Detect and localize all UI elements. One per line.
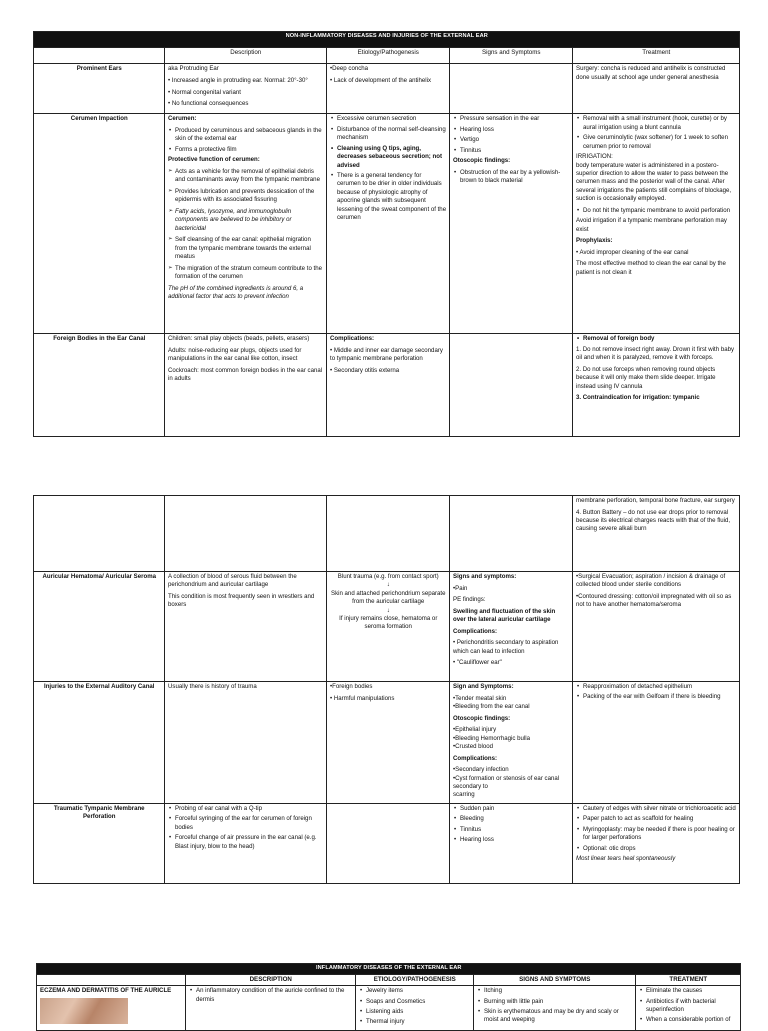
cell-line: • Reapproximation of detached epithelium — [576, 683, 737, 691]
cell-line: • Forceful change of air pressure in the ear canal (e.g. Blast injury, blow to the head) — [168, 834, 324, 851]
condition-cell: Foreign Bodies in the Ear Canal — [34, 334, 165, 437]
cell-line: Blunt trauma (e.g. from contact sport) ↓ Skin and attached perichondrium separate from the auricular cartilage ↓ If injury remains close, hematoma or seroma formation — [331, 573, 446, 631]
cell-line: • Normal congenital variant — [168, 88, 241, 96]
header-cell: DESCRIPTION — [186, 974, 356, 986]
cell-line: •Tender meatal skin •Bleeding from the ear canal — [453, 694, 530, 710]
cell-line: • Harmful manipulations — [330, 694, 395, 702]
cell-line: • Myringoplasty: may be needed if there is poor healing or for larger perforations — [576, 826, 737, 843]
cell-line: •Pain — [453, 584, 468, 592]
non-inflammatory-table-part2 — [33, 495, 740, 884]
cell-line: • "Cauliflower ear" — [453, 659, 502, 667]
table-header-row — [34, 47, 740, 64]
cell-line: • Cautery of edges with silver nitrate or trichloroacetic acid — [576, 805, 737, 813]
cell-line: • Disturbance of the normal self-cleansing mechanism — [330, 126, 447, 143]
cell-line: ➢ The migration of the stratum corneum contribute to the formation of the cerumen — [168, 265, 324, 282]
condition-label: ECZEMA AND DERMATITIS OF THE AURICLE — [40, 987, 172, 995]
signs-cell — [450, 682, 573, 804]
etiology-cell — [327, 682, 450, 804]
cell-line: • Removal with a small instrument (hook, curette) or by aural irrigation using a blunt cannula — [576, 115, 737, 132]
description-cell — [165, 114, 327, 334]
signs-cell — [450, 334, 573, 437]
cell-line: • Soaps and Cosmetics — [359, 998, 471, 1006]
cell-line: ➢ Fatty acids, lysozyme, and immunoglobulin components are believed to be inhibitory or bactericidal — [168, 208, 324, 233]
cell-line: • Avoid improper cleaning of the ear canal — [576, 248, 689, 256]
cell-line: • Perichondritis secondary to aspiration which can lead to infection — [453, 639, 559, 655]
cell-line: • Give ceruminolytic (wax softener) for 1 week to soften cerumen prior to removal — [576, 134, 737, 151]
cell-line: Avoid irrigation if a tympanic membrane perforation may exist — [576, 217, 727, 233]
cell-line: • Probing of ear canal with a Q-tip — [168, 805, 324, 813]
cell-line: 4. Button Battery – do not use ear drops prior to removal because its electrical charges reacts with that of the fluid, causing severe alkali burn — [576, 508, 731, 533]
cell-line: The most effective method to clean the ear canal by the patient is not clean it — [576, 260, 726, 276]
cell-line: The pH of the combined ingredients is around 6, a additional factor that acts to prevent infection — [168, 284, 304, 301]
cell-line: aka Protruding Ear — [168, 65, 219, 73]
cell-line: • Listening aids — [359, 1008, 471, 1016]
cell-line: • Skin is erythematous and may be dry and scaly or moist and weeping — [477, 1008, 633, 1025]
inflammatory-table — [36, 963, 741, 1031]
cell-line: • Vertigo — [453, 136, 570, 144]
description-cell — [165, 682, 327, 804]
table-row — [34, 804, 740, 884]
etiology-cell — [327, 804, 450, 884]
condition-cell: Cerumen Impaction — [34, 114, 165, 334]
cell-line: ➢ Provides lubrication and prevents dessication of the epidermis with its associated fissuring — [168, 188, 324, 205]
cell-line: • Hearing loss — [453, 836, 570, 844]
etiology-cell — [327, 114, 450, 334]
header-cell — [37, 974, 186, 986]
treatment-cell — [573, 496, 740, 572]
cell-line: PE findings: — [453, 596, 486, 604]
description-cell — [165, 334, 327, 437]
signs-cell — [450, 572, 573, 682]
cell-line: •Contoured dressing: cotton/oil impregnated with oil so as not to have another hematoma/seroma — [576, 593, 732, 609]
cell-line: • Forceful syringing of the ear for cerumen of foreign bodies — [168, 815, 324, 832]
etiology-cell — [327, 64, 450, 114]
signs-cell — [450, 114, 573, 334]
cell-line: • No functional consequences — [168, 100, 249, 108]
cell-line: •Secondary infection •Cyst formation or stenosis of ear canal secondary to scarring — [453, 766, 560, 799]
description-cell — [165, 572, 327, 682]
cell-line: •Deep concha — [330, 65, 369, 73]
treatment-cell — [573, 804, 740, 884]
cell-line: 3. Contraindication for irrigation: tympanic — [576, 394, 700, 402]
cell-line: • Hearing loss — [453, 126, 570, 134]
etiology-cell — [327, 496, 450, 572]
cell-line: Usually there is history of trauma — [168, 683, 257, 690]
table-row — [34, 64, 740, 114]
cell-line: • Paper patch to act as scaffold for healing — [576, 815, 737, 823]
treatment-cell — [573, 114, 740, 334]
cell-line: • Removal of foreign body — [576, 335, 737, 343]
cell-line: • Cleaning using Q tips, aging, decreases sebaceous secretion; not advised — [330, 145, 447, 170]
condition-cell: Traumatic Tympanic Membrane Perforation — [34, 804, 165, 884]
cell-line: • Do not hit the tympanic membrane to avoid perforation — [576, 207, 737, 215]
header-cell — [34, 47, 165, 64]
cell-line: • Bleeding — [453, 815, 570, 823]
cell-line: • When a considerable portion of — [639, 1016, 738, 1024]
cell-line: • Packing of the ear with Gelfoam if there is bleeding — [576, 693, 737, 701]
condition-cell: Injuries to the External Auditory Canal — [34, 682, 165, 804]
header-cell: Description — [165, 47, 327, 64]
cell-line: Complications: — [453, 754, 498, 762]
non-inflammatory-table-part1 — [33, 31, 740, 437]
cell-line: 1. Do not remove insect right away. Drown it first with baby oil and when it is paralyzed, remove it with forceps. — [576, 345, 735, 362]
header-cell: SIGNS AND SYMPTOMS — [474, 974, 636, 986]
cell-line: IRRIGATION: body temperature water is administered in a postero-superior direction to allow the water to pass between the cerumen mass and the posterior wall of the canal. After several irrigations the patients still complains of blockage, suction is occasionally employed. — [576, 153, 732, 203]
cell-line: Otoscopic findings: — [453, 714, 511, 722]
table-row — [34, 682, 740, 804]
cell-line: Most linear tears heal spontaneously — [576, 855, 676, 863]
cell-line: membrane perforation, temporal bone fracture, ear surgery — [576, 497, 735, 504]
table-title: INFLAMMATORY DISEASES OF THE EXTERNAL EAR — [37, 964, 741, 975]
cell-line: Prophylaxis: — [576, 237, 613, 245]
cell-line: • Thermal injury — [359, 1018, 471, 1026]
description-cell — [165, 496, 327, 572]
treatment-cell — [573, 572, 740, 682]
table-row — [34, 572, 740, 682]
cell-line: • Eliminate the causes — [639, 987, 738, 995]
cell-line: • Obstruction of the ear by a yellowish-brown to black material — [453, 169, 570, 186]
cell-line: Complications: — [453, 627, 498, 635]
treatment-cell — [573, 334, 740, 437]
cell-line: • Sudden pain — [453, 805, 570, 813]
cell-line: • An inflammatory condition of the auricle confined to the dermis — [189, 987, 353, 1004]
header-cell: ETIOLOGY/PATHOGENESIS — [356, 974, 474, 986]
cell-line: • Lack of development of the antihelix — [330, 77, 432, 85]
dermatitis-photo — [40, 998, 128, 1024]
cell-line: • There is a general tendency for cerumen to be drier in older individuals because of physiologic atrophy of apocrine glands with subsequent lessening of the sweat component of the cerumen — [330, 172, 447, 222]
cell-line: •Foreign bodies — [330, 683, 373, 690]
cell-line: • Increased angle in protruding ear. Normal: 20°-30° — [168, 77, 308, 85]
cell-line: • Optional: otic drops — [576, 845, 737, 853]
header-cell: Signs and Symptoms — [450, 47, 573, 64]
header-cell: TREATMENT — [636, 974, 741, 986]
cell-line: •Epithelial injury •Bleeding Hemorrhagic bulla •Crusted blood — [453, 726, 530, 750]
cell-line: Signs and symptoms: — [453, 573, 517, 580]
signs-cell — [450, 496, 573, 572]
cell-line: Cerumen: — [168, 115, 197, 123]
cell-line: ➢ Acts as a vehicle for the removal of epithelial debris and contaminants away from the tympanic membrane — [168, 168, 324, 185]
table-row — [34, 114, 740, 334]
cell-line: •Surgical Evacuation; aspiration / incision & drainage of collected blood under sterile conditions — [576, 573, 726, 589]
condition-cell: Prominent Ears — [34, 64, 165, 114]
cell-line: • Produced by ceruminous and sebaceous glands in the skin of the external ear — [168, 127, 324, 144]
cell-line: • Burning with little pain — [477, 998, 633, 1006]
table-row — [34, 496, 740, 572]
cell-line: Adults: noise-reducing ear plugs, objects used for manipulations in the ear canal like cotton, insect — [168, 347, 302, 363]
description-cell — [165, 804, 327, 884]
condition-cell — [34, 496, 165, 572]
signs-cell — [450, 804, 573, 884]
cell-line: Complications: — [330, 335, 375, 343]
treatment-cell — [573, 64, 740, 114]
cell-line: • Tinnitus — [453, 826, 570, 834]
cell-line: 2. Do not use forceps when removing round objects because it will only make them slide deeper. Irrigate instead using IV cannula — [576, 365, 716, 390]
cell-line: • Pressure sensation in the ear — [453, 115, 570, 123]
cell-line: Otoscopic findings: — [453, 157, 511, 165]
table-header-row — [37, 974, 741, 986]
cell-line: • Middle and inner ear damage secondary to tympanic membrane perforation — [330, 347, 443, 363]
cell-line: • Excessive cerumen secretion — [330, 115, 447, 123]
description-cell — [165, 64, 327, 114]
etiology-cell — [327, 572, 450, 682]
cell-line: This condition is most frequently seen in wrestlers and boxers — [168, 593, 315, 609]
cell-line: Swelling and fluctuation of the skin over the lateral auricular cartilage — [453, 607, 556, 624]
cell-line: • Antibiotics if with bacterial superinfection — [639, 998, 738, 1015]
cell-line: • Secondary otitis externa — [330, 367, 400, 375]
cell-line: Children: small play objects (beads, pellets, erasers) — [168, 335, 310, 343]
cell-line: Protective function of cerumen: — [168, 156, 260, 164]
condition-cell: Auricular Hematoma/ Auricular Seroma — [34, 572, 165, 682]
table-row — [34, 334, 740, 437]
signs-cell — [450, 64, 573, 114]
cell-line: • Tinnitus — [453, 147, 570, 155]
cell-line: • Forms a protective film — [168, 146, 324, 154]
header-cell: Treatment — [573, 47, 740, 64]
etiology-cell — [327, 334, 450, 437]
table-title: NON-INFLAMMATORY DISEASES AND INJURIES OF THE EXTERNAL EAR — [34, 32, 740, 48]
cell-line: • Jewelry items — [359, 987, 471, 995]
cell-line: ➢ Self cleansing of the ear canal: epithelial migration from the tympanic membrane towards the external meatus — [168, 236, 324, 261]
cell-line: Sign and Symptoms: — [453, 683, 514, 690]
cell-line: Surgery: concha is reduced and antihelix is constructed done usually at school age under general anesthesia — [576, 65, 726, 81]
cell-line: Cockroach: most common foreign bodies in the ear canal in adults — [168, 367, 323, 383]
treatment-cell — [573, 682, 740, 804]
cell-line: A collection of blood of serous fluid between the perichondrium and auricular cartilage — [168, 573, 297, 589]
cell-line: • Itching — [477, 987, 633, 995]
header-cell: Etiology/Pathogenesis — [327, 47, 450, 64]
